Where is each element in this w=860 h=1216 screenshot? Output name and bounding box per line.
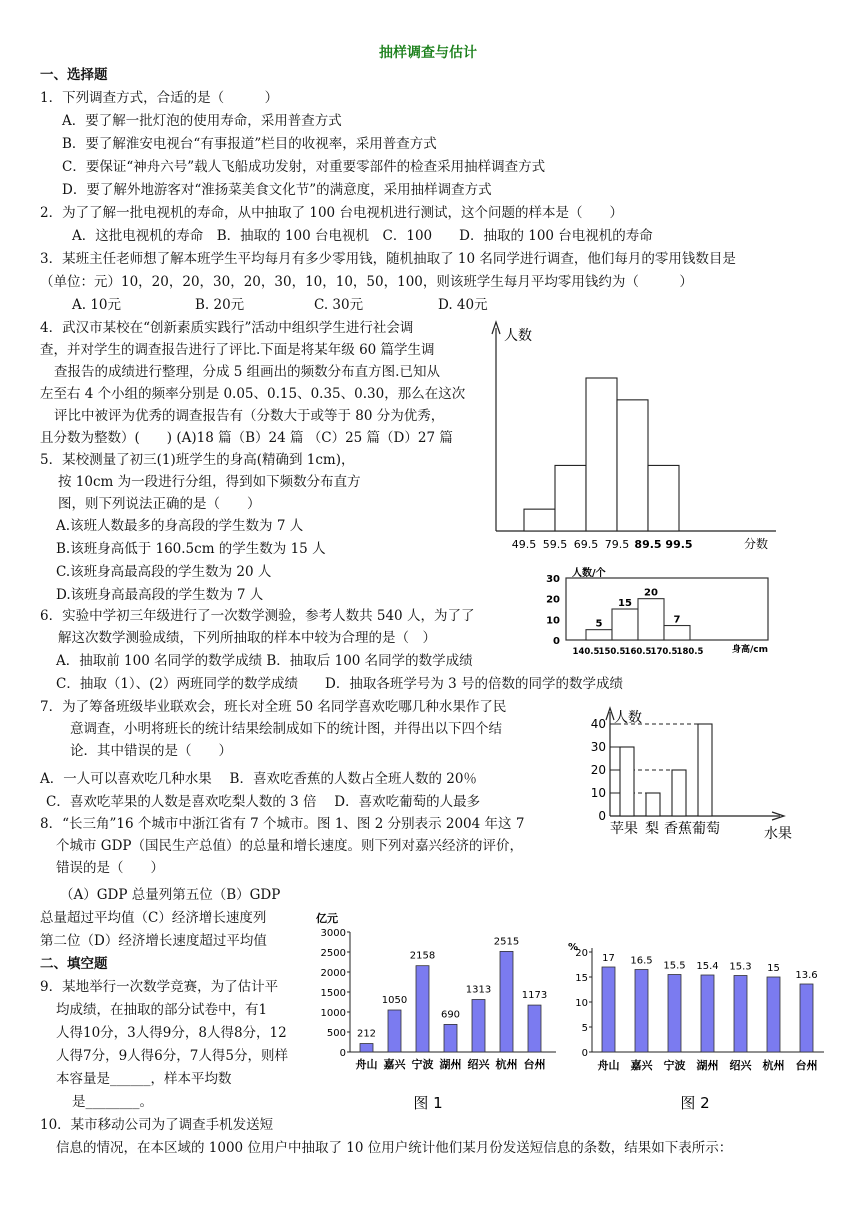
q1-option-b: B．要了解淮安电视台“有事报道”栏目的收视率，采用普查方式 [62, 136, 437, 152]
histogram-bar [586, 630, 612, 640]
fruit-bar [646, 793, 660, 816]
q7-line3: 论．其中错误的是（ ） [70, 743, 232, 759]
section-choice-header: 一、选择题 [40, 67, 108, 83]
bar-data-label: 2158 [409, 950, 436, 962]
growth-bar [602, 967, 615, 1052]
fruit-bar [698, 724, 712, 816]
x-category-label: 葡萄 [692, 821, 720, 837]
bar-data-label: 1050 [381, 995, 408, 1006]
q8-line1: 8．“长三角”16 个城市中浙江省有 7 个城市。图 1、图 2 分别表示 2004 年这 7 [40, 816, 525, 832]
q3-line2: （单位：元）10，20，20，30，20，30，10，10，50，100，则该班学生每月平均零用钱约为（ ） [40, 274, 693, 290]
q5-option-d: D.该班身高最高段的学生数为 7 人 [56, 587, 264, 603]
x-category-label: 绍兴 [467, 1058, 490, 1071]
q9-line1: 9．某地举行一次数学竞赛，为了估计平 [40, 979, 279, 995]
bar-data-label: 15 [618, 598, 632, 609]
q4-line1: 4．武汉市某校在“创新素质实践行”活动中组织学生进行社会调 [40, 320, 414, 336]
q7-options-ab: A．一人可以喜欢吃几种水果 B．喜欢吃香蕉的人数占全班人数的 20％ [40, 771, 477, 787]
q9-line6: 是________。 [72, 1094, 153, 1110]
histogram-bar [612, 609, 638, 640]
q4-line2: 查，并对学生的调查报告进行了评比.下面是将某年级 60 篇学生调 [40, 342, 435, 358]
x-category-label: 嘉兴 [383, 1058, 406, 1071]
bar-data-label: 15.3 [729, 961, 752, 973]
q8-option-line2: 总量超过平均值（C）经济增长速度列 [40, 910, 267, 926]
figure-caption: 图 1 [413, 1094, 443, 1112]
bar-data-label: 690 [440, 1009, 461, 1021]
x-category-label: 香蕉 [664, 821, 692, 837]
q9-line3: 人得10分，3人得9分，8人得8分，12 [56, 1025, 287, 1041]
q1-stem: 1．下列调查方式，合适的是（ ） [40, 90, 279, 106]
bar-data-label: 7 [673, 614, 681, 626]
y-tick-label: 1500 [320, 988, 346, 999]
growth-bar [800, 984, 813, 1052]
growth-bar [701, 975, 714, 1052]
x-category-label: 嘉兴 [630, 1059, 653, 1072]
x-category-label: 湖州 [696, 1059, 719, 1072]
y-axis-label: 人数 [614, 710, 642, 726]
x-category-label: 宁波 [411, 1058, 434, 1071]
y-tick-label: 10 [575, 998, 588, 1009]
gdp-bar [416, 966, 429, 1052]
bar-data-label: 13.6 [795, 970, 818, 981]
q6-line1: 6．实验中学初三年级进行了一次数学测验，参考人数共 540 人，为了了 [40, 608, 475, 624]
histogram-bar [664, 626, 690, 640]
q6-options-cd: C．抽取（1）、(2）两班同学的数学成绩 D．抽取各班学号为 3 号的倍数的同学的数学成绩 [56, 676, 624, 692]
q3-option-b: B. 20元 [195, 297, 245, 313]
q5-option-b: B.该班身高低于 160.5cm 的学生数为 15 人 [56, 541, 326, 557]
q7-line1: 7．为了筹备班级毕业联欢会，班长对全班 50 名同学喜欢吃哪几种水果作了民 [40, 699, 507, 715]
y-tick-label: 10 [546, 615, 560, 627]
q8-option-line1: （A）GDP 总量列第五位（B）GDP [60, 887, 281, 903]
q1-option-a: A．要了解一批灯泡的使用寿命，采用普查方式 [62, 113, 342, 129]
histogram-bar [648, 465, 679, 531]
section-fill-header: 二、填空题 [40, 956, 108, 972]
x-tick-label: 59.5 [542, 538, 568, 551]
y-tick-label: 0 [339, 1048, 346, 1059]
x-tick-label: 49.5 [511, 538, 537, 551]
fruit-bar-chart [582, 700, 800, 844]
x-tick-label: 180.5 [676, 647, 704, 657]
x-category-label: 杭州 [495, 1058, 518, 1071]
histogram-bar [524, 509, 555, 531]
q4-line4: 左至右 4 个小组的频率分别是 0.05、0.15、0.35、0.30，那么在这次 [40, 386, 466, 402]
histogram-bar [617, 400, 648, 531]
y-tick-label: 3000 [320, 928, 346, 939]
gdp-bar [388, 1010, 401, 1052]
y-tick-label: 20 [575, 948, 588, 959]
page-title: 抽样调查与估计 [379, 45, 477, 61]
q5-line2: 按 10cm 为一段进行分组，得到如下频数分布直方 [58, 474, 361, 490]
x-category-label: 绍兴 [729, 1059, 752, 1072]
x-axis-label: 水果 [764, 826, 792, 842]
bar-data-label: 16.5 [630, 955, 653, 967]
bar-data-label: 17 [602, 953, 615, 964]
histogram-bar [638, 599, 664, 640]
y-tick-label: 2000 [320, 968, 346, 979]
q3-option-d: D. 40元 [438, 297, 488, 313]
growth-bar [668, 975, 681, 1053]
y-tick-label: 0 [581, 1048, 588, 1059]
q5-line3: 图，则下列说法正确的是（ ） [58, 496, 261, 512]
x-tick-label: 160.5 [624, 647, 652, 657]
q4-line3: 查报告的成绩进行整理，分成 5 组画出的频数分布直方图.已知从 [54, 364, 440, 380]
gdp-bar [444, 1024, 457, 1052]
y-axis-label: 人数/个 [572, 568, 606, 579]
bar-data-label: 15.4 [696, 961, 719, 972]
x-tick-label: 170.5 [650, 647, 678, 657]
y-tick-label: 20 [546, 594, 560, 606]
q4-line5: 评比中被评为优秀的调查报告有（分数大于或等于 80 分为优秀， [54, 408, 445, 424]
y-tick-label: 40 [590, 717, 606, 731]
q3-option-c: C. 30元 [314, 297, 364, 313]
x-tick-label: 140.5 [572, 647, 600, 657]
height-histogram-chart [538, 566, 788, 662]
q8-line2: 个城市 GDP（国民生产总值）的总量和增长速度。则下列对嘉兴经济的评价， [56, 838, 523, 854]
q7-line2: 意调查，小明将班长的统计结果绘制成如下的统计图，并得出以下四个结 [70, 721, 502, 737]
y-tick-label: 2500 [320, 948, 346, 959]
gdp-bar [500, 951, 513, 1052]
q4-line6: 且分数为整数）( ) (A)18 篇（B）24 篇 （C）25 篇（D）27 篇 [40, 430, 453, 446]
x-tick-label: 89.5 [634, 538, 662, 551]
score-histogram-chart [486, 318, 786, 552]
x-category-label: 杭州 [762, 1059, 785, 1072]
q5-line1: 5．某校测量了初三(1)班学生的身高(精确到 1cm)， [40, 452, 355, 468]
x-tick-label: 150.5 [598, 647, 626, 657]
q3-line1: 3．某班主任老师想了解本班学生平均每月有多少零用钱，随机抽取了 10 名同学进行调查，他们每月的零用钱数目是 [40, 251, 736, 267]
x-axis-label: 分数 [744, 537, 769, 551]
x-category-label: 湖州 [439, 1058, 462, 1071]
x-tick-label: 99.5 [665, 538, 693, 551]
histogram-bar [586, 378, 617, 531]
q2-options: A．这批电视机的寿命 B．抽取的 100 台电视机 C．100 D．抽取的 100 台电视机的寿命 [72, 228, 653, 244]
growth-bar [734, 976, 747, 1053]
bar-data-label: 2515 [493, 936, 520, 948]
q8-line3: 错误的是（ ） [56, 860, 164, 876]
bar-data-label: 1313 [465, 984, 492, 996]
q5-option-a: A.该班人数最多的身高段的学生数为 7 人 [56, 518, 304, 534]
bar-data-label: 1173 [521, 990, 548, 1002]
bar-data-label: 15 [767, 963, 780, 974]
histogram-bar [555, 465, 586, 531]
x-category-label: 台州 [795, 1059, 818, 1072]
gdp-bar [360, 1044, 373, 1052]
q8-option-line3: 第二位（D）经济增长速度超过平均值 [40, 933, 267, 949]
x-tick-label: 79.5 [604, 538, 630, 551]
x-axis-label: 身高/cm [732, 645, 769, 655]
y-axis-label: % [568, 942, 579, 953]
y-tick-label: 0 [598, 809, 606, 823]
bar-data-label: 212 [356, 1028, 377, 1040]
q1-option-c: C．要保证“神舟六号”载人飞船成功发射，对重要零部件的检查采用抽样调查方式 [62, 159, 546, 175]
growth-bar [767, 977, 780, 1052]
x-tick-label: 69.5 [573, 538, 599, 551]
q5-option-c: C.该班身高最高段的学生数为 20 人 [56, 564, 272, 580]
bar-data-label: 15.5 [663, 960, 686, 972]
q6-line2: 解这次数学测验成绩，下列所抽取的样本中较为合理的是（ ） [58, 630, 436, 646]
q10-line1: 10．某市移动公司为了调查手机发送短 [40, 1117, 274, 1133]
q9-line2: 均成绩，在抽取的部分试卷中，有1 [56, 1002, 268, 1018]
fruit-bar [672, 770, 686, 816]
x-category-label: 梨 [645, 821, 659, 837]
q3-option-a: A. 10元 [72, 297, 122, 313]
y-tick-label: 0 [553, 636, 560, 647]
x-category-label: 台州 [523, 1058, 546, 1071]
y-tick-label: 5 [581, 1023, 588, 1034]
figure-caption: 图 2 [680, 1094, 710, 1112]
q9-line5: 本容量是______，样本平均数 [56, 1071, 232, 1087]
gdp-total-chart [312, 908, 558, 1114]
x-category-label: 舟山 [355, 1058, 378, 1071]
y-tick-label: 30 [546, 574, 560, 585]
y-axis-label: 亿元 [316, 912, 338, 925]
y-tick-label: 20 [590, 763, 606, 777]
y-tick-label: 1000 [320, 1008, 346, 1019]
gdp-growth-chart [566, 936, 824, 1114]
growth-bar [635, 970, 648, 1053]
y-axis-label: 人数 [504, 328, 532, 344]
q2-stem: 2．为了了解一批电视机的寿命，从中抽取了 100 台电视机进行测试，这个问题的样本是（ ） [40, 205, 623, 221]
fruit-bar [620, 747, 634, 816]
y-tick-label: 10 [590, 786, 606, 800]
q7-options-cd: C．喜欢吃苹果的人数是喜欢吃梨人数的 3 倍 D．喜欢吃葡萄的人最多 [46, 794, 481, 810]
y-tick-label: 500 [326, 1028, 346, 1039]
gdp-bar [528, 1005, 541, 1052]
x-category-label: 舟山 [597, 1059, 620, 1072]
bar-data-label: 5 [595, 618, 603, 630]
q9-line4: 人得7分，9人得6分，7人得5分，则样 [56, 1048, 288, 1064]
x-category-label: 苹果 [610, 821, 638, 837]
q10-line2: 信息的情况，在本区域的 1000 位用户中抽取了 10 位用户统计他们某月份发送短信息的条数，结果如下表所示： [56, 1140, 733, 1156]
q6-options-ab: A．抽取前 100 名同学的数学成绩 B．抽取后 100 名同学的数学成绩 [56, 653, 473, 669]
x-category-label: 宁波 [663, 1059, 686, 1072]
y-tick-label: 30 [590, 740, 606, 754]
q1-option-d: D．要了解外地游客对“淮扬菜美食文化节”的满意度，采用抽样调查方式 [62, 182, 492, 198]
y-tick-label: 15 [575, 973, 588, 984]
bar-data-label: 20 [644, 587, 658, 599]
gdp-bar [472, 999, 485, 1052]
